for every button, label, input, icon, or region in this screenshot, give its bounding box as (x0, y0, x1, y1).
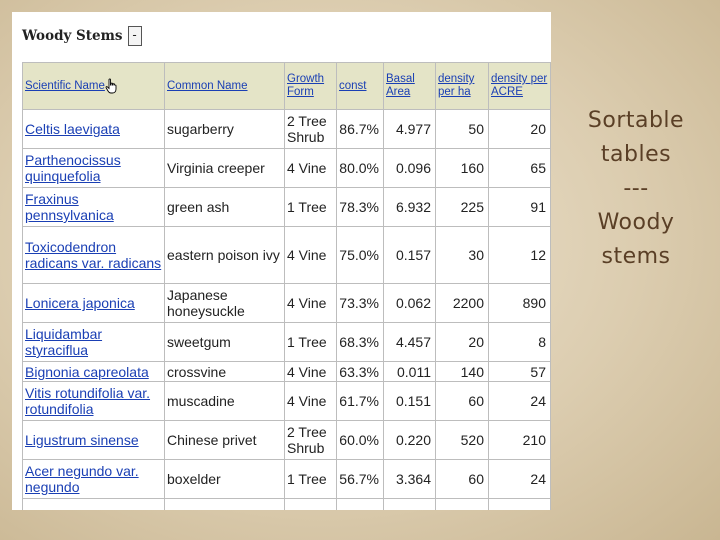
cell-basal: 0.011 (384, 362, 436, 382)
cell-const: 73.3% (337, 284, 384, 323)
column-header-density-per-acre[interactable]: density per ACRE (489, 63, 551, 110)
cell-basal: 0.096 (384, 149, 436, 188)
cell-common: green ash (165, 188, 285, 227)
cell-common: eastern poison ivy (165, 227, 285, 284)
cell-dha: 60 (436, 460, 489, 499)
cell-form: 1 Tree (285, 323, 337, 362)
cell-dacre: 24 (489, 460, 551, 499)
panel-title: Woody Stems (22, 28, 123, 44)
cell-common: Japanese honeysuckle (165, 284, 285, 323)
cell-dha: 160 (436, 149, 489, 188)
table-row (23, 362, 551, 382)
cell-dha: 2200 (436, 284, 489, 323)
scientific-name-link[interactable]: Parthenocissus quinquefolia (23, 149, 165, 188)
scientific-name-link[interactable]: Lonicera japonica (23, 284, 165, 323)
scientific-name-link[interactable]: Toxicodendron radicans var. radicans (23, 227, 165, 284)
hand-pointer-icon (105, 78, 118, 94)
cell-basal: 6.932 (384, 188, 436, 227)
cell-dha: 20 (436, 323, 489, 362)
cell-form: 4 Vine (285, 149, 337, 188)
panel-header (22, 23, 142, 49)
cell-dacre: 57 (489, 362, 551, 382)
woody-stems-table (22, 62, 551, 510)
cell-common: sweetgum (165, 323, 285, 362)
column-header-const[interactable]: const (337, 63, 384, 110)
cell-basal: 0.220 (384, 421, 436, 460)
scientific-name-link[interactable]: Fraxinus pennsylvanica (23, 188, 165, 227)
column-header-common-name[interactable]: Common Name (165, 63, 285, 110)
column-header-basal-area[interactable]: Basal Area (384, 63, 436, 110)
table-row (23, 382, 551, 421)
empty-cell (337, 499, 384, 511)
caption-line: stems (601, 244, 671, 269)
scientific-name-link[interactable]: Liquidambar styraciflua (23, 323, 165, 362)
cell-dha: 140 (436, 362, 489, 382)
caption-line: Woody (597, 210, 675, 235)
cell-dacre: 24 (489, 382, 551, 421)
table-row (23, 227, 551, 284)
cell-common: sugarberry (165, 110, 285, 149)
cell-common: crossvine (165, 362, 285, 382)
table-row (23, 284, 551, 323)
cell-dacre: 20 (489, 110, 551, 149)
scientific-name-link[interactable]: Ligustrum sinense (23, 421, 165, 460)
cell-dha: 30 (436, 227, 489, 284)
cell-basal: 4.977 (384, 110, 436, 149)
cell-common: Chinese privet (165, 421, 285, 460)
table-row (23, 323, 551, 362)
cell-const: 80.0% (337, 149, 384, 188)
empty-cell (23, 499, 165, 511)
cell-common: muscadine (165, 382, 285, 421)
cell-basal: 0.151 (384, 382, 436, 421)
cell-form: 1 Tree (285, 460, 337, 499)
cell-form: 4 Vine (285, 227, 337, 284)
empty-cell (165, 499, 285, 511)
caption-line: --- (623, 176, 649, 201)
cell-dacre: 65 (489, 149, 551, 188)
cell-common: Virginia creeper (165, 149, 285, 188)
cell-form: 2 Tree Shrub (285, 421, 337, 460)
cell-dha: 520 (436, 421, 489, 460)
cell-dha: 50 (436, 110, 489, 149)
scientific-name-link[interactable]: Acer negundo var. negundo (23, 460, 165, 499)
cell-form: 2 Tree Shrub (285, 110, 337, 149)
cell-form: 1 Tree (285, 188, 337, 227)
cell-dacre: 8 (489, 323, 551, 362)
cell-dha: 225 (436, 188, 489, 227)
cell-dacre: 91 (489, 188, 551, 227)
cell-form: 4 Vine (285, 382, 337, 421)
table-row (23, 110, 551, 149)
cell-dacre: 12 (489, 227, 551, 284)
cell-dha: 60 (436, 382, 489, 421)
cell-const: 78.3% (337, 188, 384, 227)
empty-cell (489, 499, 551, 511)
cell-basal: 4.457 (384, 323, 436, 362)
cell-dacre: 210 (489, 421, 551, 460)
cell-basal: 0.062 (384, 284, 436, 323)
column-header-scientific-name[interactable]: Scientific Name (23, 63, 165, 110)
cell-const: 63.3% (337, 362, 384, 382)
cell-common: boxelder (165, 460, 285, 499)
column-header-growth-form[interactable]: Growth Form (285, 63, 337, 110)
scientific-name-link[interactable]: Celtis laevigata (23, 110, 165, 149)
table-row (23, 460, 551, 499)
collapse-button[interactable]: - (128, 26, 142, 46)
table-row (23, 188, 551, 227)
table-header-row (23, 63, 551, 110)
table-row (23, 149, 551, 188)
cell-const: 61.7% (337, 382, 384, 421)
empty-cell (436, 499, 489, 511)
cell-const: 75.0% (337, 227, 384, 284)
slide-caption (566, 104, 706, 274)
cell-form: 4 Vine (285, 362, 337, 382)
caption-line: Sortable (587, 108, 685, 133)
empty-cell (285, 499, 337, 511)
table-row (23, 421, 551, 460)
cell-basal: 0.157 (384, 227, 436, 284)
empty-cell (384, 499, 436, 511)
caption-line: tables (600, 142, 672, 167)
cell-form: 4 Vine (285, 284, 337, 323)
table-row-partial (23, 499, 551, 511)
cell-basal: 3.364 (384, 460, 436, 499)
column-header-density-per-ha[interactable]: density per ha (436, 63, 489, 110)
cell-const: 60.0% (337, 421, 384, 460)
cell-dacre: 890 (489, 284, 551, 323)
cell-const: 68.3% (337, 323, 384, 362)
cell-const: 56.7% (337, 460, 384, 499)
scientific-name-link[interactable]: Vitis rotundifolia var. rotundifolia (23, 382, 165, 421)
screenshot-panel (12, 12, 551, 510)
cell-const: 86.7% (337, 110, 384, 149)
scientific-name-link[interactable]: Bignonia capreolata (23, 362, 165, 382)
